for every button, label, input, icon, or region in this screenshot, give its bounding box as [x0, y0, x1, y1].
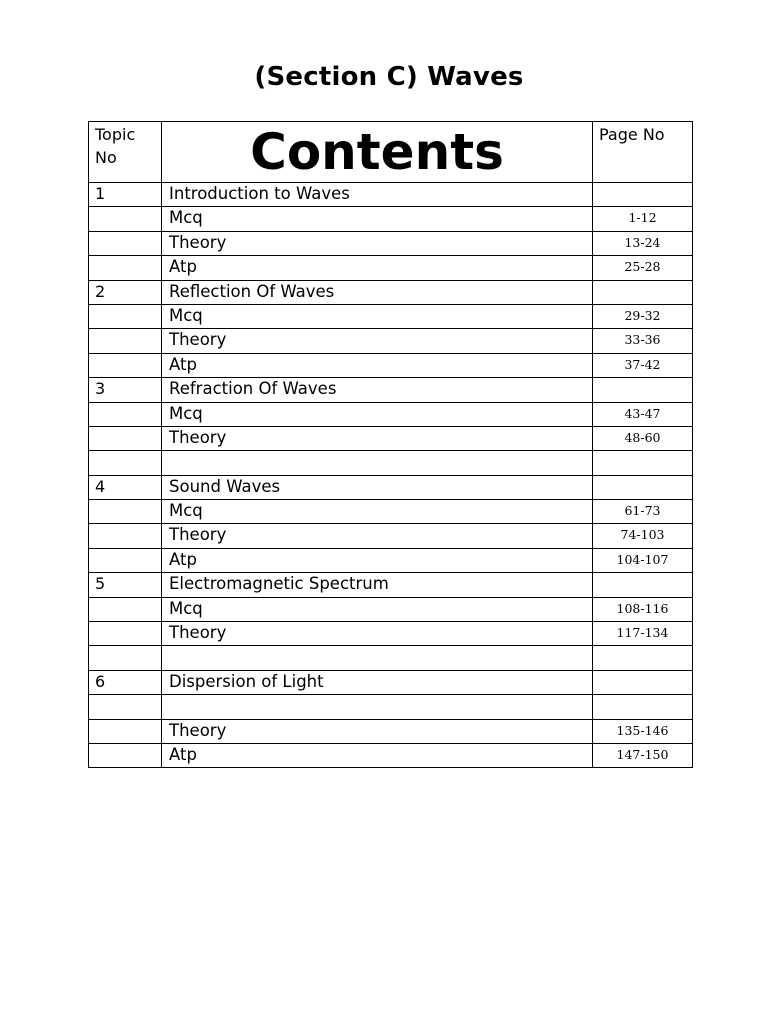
topic-title: Theory — [162, 329, 593, 353]
page-range: 135-146 — [593, 719, 693, 743]
topic-title: Electromagnetic Spectrum — [162, 573, 593, 597]
topic-title — [162, 695, 593, 719]
table-row — [89, 256, 693, 280]
page-range: 1-12 — [593, 207, 693, 231]
table-row — [89, 329, 693, 353]
page-range: 108-116 — [593, 597, 693, 621]
topic-title: Reflection Of Waves — [162, 280, 593, 304]
table-row — [89, 451, 693, 475]
page-range: 117-134 — [593, 622, 693, 646]
page-range: 37-42 — [593, 353, 693, 377]
topic-title: Theory — [162, 231, 593, 255]
topic-number — [89, 329, 162, 353]
page-range — [593, 573, 693, 597]
table-row — [89, 183, 693, 207]
table-row — [89, 475, 693, 499]
table-row — [89, 719, 693, 743]
topic-number: 4 — [89, 475, 162, 499]
topic-number — [89, 646, 162, 670]
topic-title: Theory — [162, 719, 593, 743]
topic-title — [162, 646, 593, 670]
page-range: 13-24 — [593, 231, 693, 255]
table-row — [89, 426, 693, 450]
topic-number: 6 — [89, 670, 162, 694]
topic-number — [89, 304, 162, 328]
header-page-no: Page No — [593, 122, 693, 183]
topic-number — [89, 524, 162, 548]
topic-number — [89, 695, 162, 719]
topic-title: Mcq — [162, 207, 593, 231]
table-row — [89, 573, 693, 597]
table-row — [89, 207, 693, 231]
table-row — [89, 378, 693, 402]
topic-title: Theory — [162, 622, 593, 646]
topic-number: 5 — [89, 573, 162, 597]
topic-title: Theory — [162, 426, 593, 450]
topic-number — [89, 426, 162, 450]
page-range: 29-32 — [593, 304, 693, 328]
table-row — [89, 622, 693, 646]
header-contents: Contents — [162, 122, 593, 183]
topic-number — [89, 207, 162, 231]
page-range: 104-107 — [593, 548, 693, 572]
topic-number — [89, 500, 162, 524]
page-range — [593, 646, 693, 670]
topic-number — [89, 597, 162, 621]
table-row — [89, 670, 693, 694]
topic-title: Mcq — [162, 500, 593, 524]
topic-number: 2 — [89, 280, 162, 304]
page-range: 25-28 — [593, 256, 693, 280]
table-row — [89, 524, 693, 548]
topic-number — [89, 256, 162, 280]
topic-number: 1 — [89, 183, 162, 207]
topic-number: 3 — [89, 378, 162, 402]
page-range: 147-150 — [593, 743, 693, 767]
topic-number — [89, 451, 162, 475]
table-row — [89, 695, 693, 719]
header-topic-no: Topic No — [89, 122, 162, 183]
table-row — [89, 548, 693, 572]
topic-number — [89, 548, 162, 572]
contents-table — [88, 121, 693, 768]
topic-title: Atp — [162, 353, 593, 377]
page-range: 74-103 — [593, 524, 693, 548]
table-row — [89, 231, 693, 255]
page-range — [593, 695, 693, 719]
topic-title: Mcq — [162, 597, 593, 621]
topic-number — [89, 353, 162, 377]
topic-title: Mcq — [162, 402, 593, 426]
topic-number — [89, 231, 162, 255]
topic-number — [89, 719, 162, 743]
table-row — [89, 304, 693, 328]
table-row — [89, 353, 693, 377]
topic-title: Refraction Of Waves — [162, 378, 593, 402]
topic-number — [89, 402, 162, 426]
page-range: 43-47 — [593, 402, 693, 426]
page-range — [593, 183, 693, 207]
page-range: 33-36 — [593, 329, 693, 353]
table-row — [89, 646, 693, 670]
table-row — [89, 743, 693, 767]
page-range: 48-60 — [593, 426, 693, 450]
table-row — [89, 597, 693, 621]
topic-title: Mcq — [162, 304, 593, 328]
topic-title: Atp — [162, 256, 593, 280]
page-range — [593, 451, 693, 475]
table-header-row — [89, 122, 693, 183]
table-row — [89, 500, 693, 524]
topic-number — [89, 743, 162, 767]
table-row — [89, 402, 693, 426]
topic-title: Introduction to Waves — [162, 183, 593, 207]
topic-title: Atp — [162, 743, 593, 767]
table-row — [89, 280, 693, 304]
page-range — [593, 280, 693, 304]
topic-number — [89, 622, 162, 646]
page-range — [593, 670, 693, 694]
page-range — [593, 475, 693, 499]
topic-title: Theory — [162, 524, 593, 548]
page-range: 61-73 — [593, 500, 693, 524]
document-title: (Section C) Waves — [254, 62, 524, 92]
topic-title: Sound Waves — [162, 475, 593, 499]
topic-title: Dispersion of Light — [162, 670, 593, 694]
topic-title — [162, 451, 593, 475]
topic-title: Atp — [162, 548, 593, 572]
page-range — [593, 378, 693, 402]
